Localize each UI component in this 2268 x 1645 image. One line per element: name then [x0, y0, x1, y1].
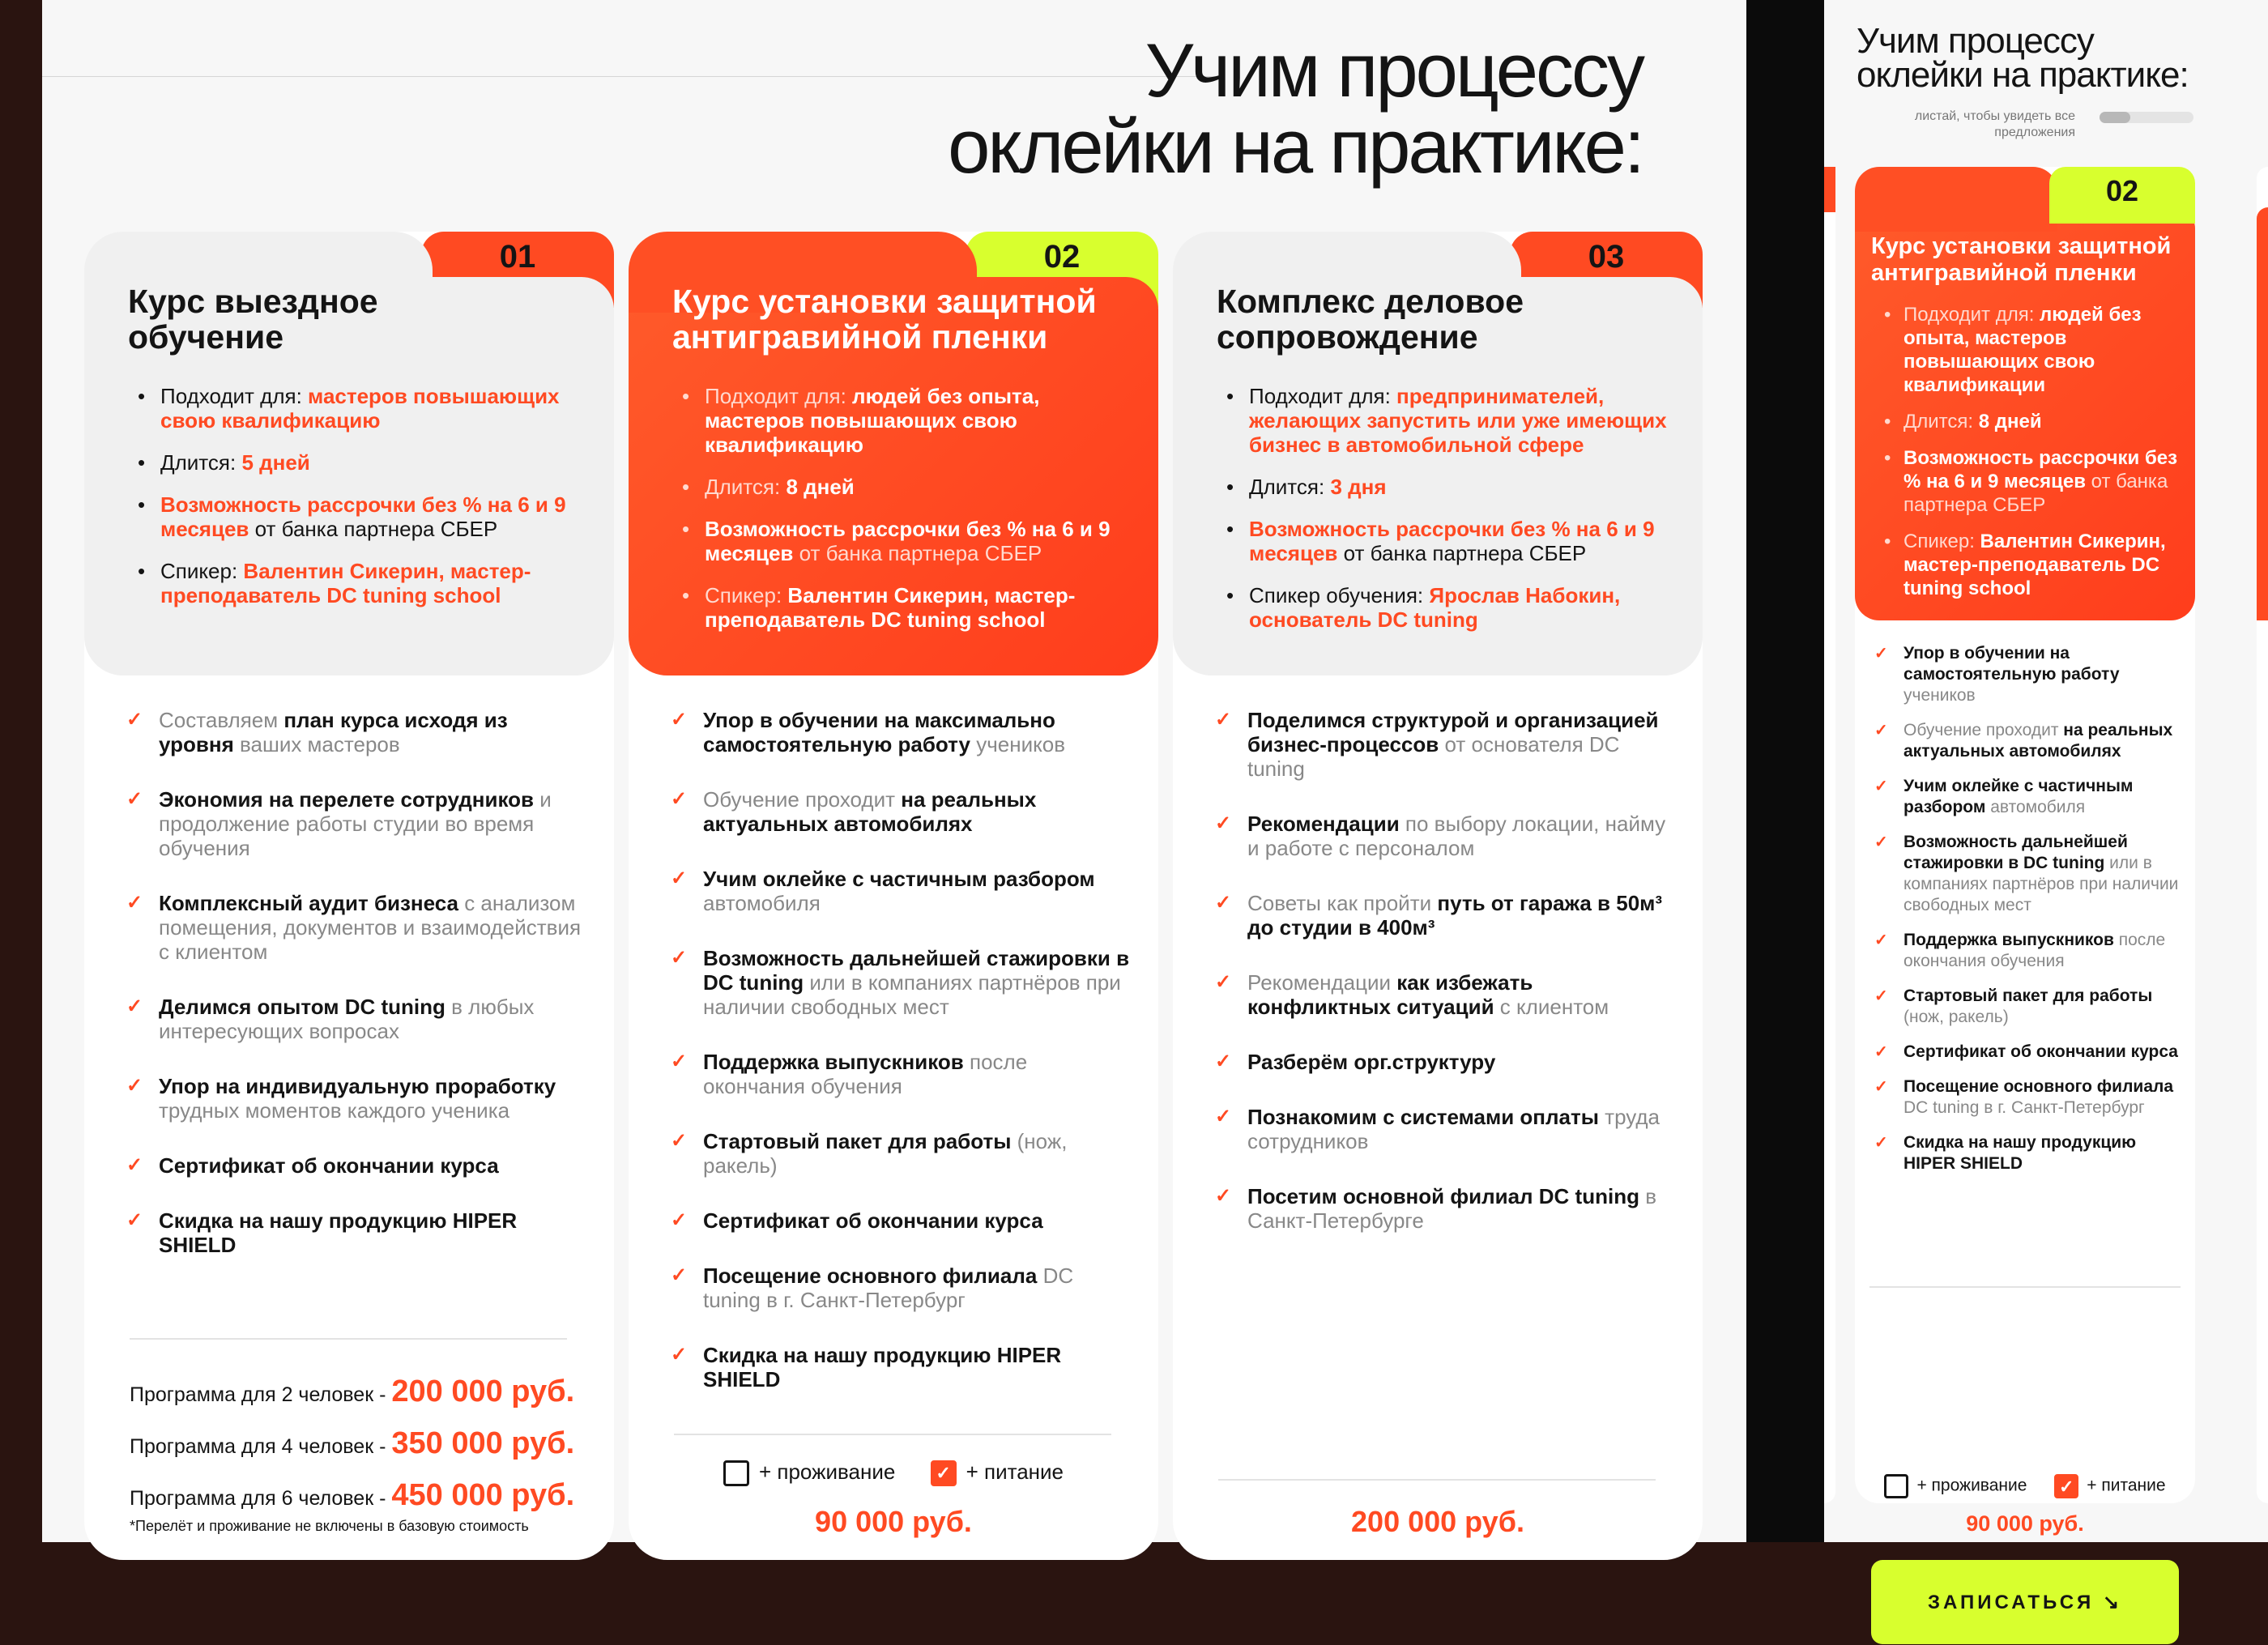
checkbox-icon[interactable] — [1884, 1474, 1908, 1498]
card-number-tab: 02 — [966, 232, 1158, 308]
check-icon: ✓ — [1874, 931, 1888, 949]
card-meta-list — [1217, 384, 1670, 650]
course-card-03 — [1173, 232, 1703, 1560]
meta-item: • Спикер обучения: Ярослав Набокин, основатель DC tuning — [1217, 583, 1670, 632]
check-icon: ✓ — [1874, 645, 1888, 663]
mobile-course-card — [1855, 167, 2195, 1613]
check-icon: ✓ — [671, 709, 688, 731]
options-row — [1855, 1474, 2195, 1498]
meta-item: • Подходит для: мастеров повышающих свою квалификацию — [128, 384, 582, 433]
price-row: Программа для 6 человек - 450 000 руб. — [130, 1478, 575, 1512]
feature-item: ✓ Познакомим с системами оплаты труда сотрудников — [1215, 1105, 1660, 1153]
check-icon: ✓ — [1874, 987, 1888, 1005]
feature-item: ✓ Стартовый пакет для работы (нож, ракель) — [1874, 987, 2153, 1026]
feature-item: ✓ Составляем план курса исходя из уровня ваших мастеров — [126, 708, 508, 756]
options-row — [629, 1460, 1158, 1486]
check-icon: ✓ — [671, 1050, 688, 1072]
price-row: Программа для 2 человек - 200 000 руб. — [130, 1374, 575, 1408]
checkbox-checked-icon[interactable]: ✓ — [2054, 1474, 2078, 1498]
feature-item: ✓ Обучение проходит на реальных актуальных автомобилях — [1874, 721, 2173, 761]
meta-item: • Длится: 8 дней — [1873, 410, 2189, 433]
feature-list — [126, 708, 588, 1288]
feature-item: ✓ Упор на индивидуальную проработку трудных моментов каждого ученика — [126, 1074, 556, 1123]
meta-item: • Длится: 5 дней — [128, 450, 582, 475]
check-icon: ✓ — [1874, 778, 1888, 795]
check-icon: ✓ — [126, 788, 143, 810]
check-icon: ✓ — [126, 995, 143, 1017]
card-meta-list — [128, 384, 582, 625]
checkbox-checked-icon[interactable]: ✓ — [931, 1460, 957, 1486]
price-row: Программа для 4 человек - 350 000 руб. — [130, 1426, 575, 1460]
check-icon: ✓ — [671, 1264, 688, 1286]
check-icon: ✓ — [1215, 1106, 1232, 1127]
feature-item: ✓ Поделимся структурой и организацией бизнес-процессов от основателя DC tuning — [1215, 708, 1659, 781]
feature-item: ✓ Рекомендации как избежать конфликтных ситуаций с клиентом — [1215, 970, 1609, 1019]
feature-item: ✓ Разберём орг.структуру — [1215, 1050, 1496, 1074]
check-icon: ✓ — [1874, 1134, 1888, 1152]
check-icon: ✓ — [126, 1075, 143, 1097]
desktop-layout — [42, 0, 1746, 1542]
check-icon: ✓ — [126, 709, 143, 731]
meta-item: • Возможность рассрочки без % на 6 и 9 месяцев от банка партнера СБЕР — [1217, 517, 1670, 565]
meta-item: • Возможность рассрочки без % на 6 и 9 месяцев от банка партнера СБЕР — [672, 517, 1126, 565]
feature-item: ✓ Возможность дальнейшей стажировки в DC tuning или в компаниях партнёров при наличии свободных мест — [671, 946, 1130, 1019]
check-icon: ✓ — [1874, 833, 1888, 851]
card-title: Курс установки защитной антигравийной пленки — [672, 283, 1097, 356]
check-icon: ✓ — [1215, 1050, 1232, 1072]
divider — [1218, 1479, 1656, 1481]
check-icon: ✓ — [126, 1154, 143, 1176]
course-price: 90 000 руб. — [1966, 1511, 2084, 1536]
meta-item: • Подходит для: людей без опыта, мастеров повышающих свою квалификации — [1873, 303, 2189, 397]
feature-item: ✓ Упор в обучении на максимально самостоятельную работу учеников — [671, 708, 1066, 756]
feature-list — [1215, 708, 1677, 1264]
check-icon: ✓ — [671, 788, 688, 810]
feature-item: ✓ Обучение проходит на реальных актуальных автомобилях — [671, 787, 1037, 836]
check-icon: ✓ — [671, 1344, 688, 1366]
divider — [130, 1338, 567, 1340]
mobile-layout — [1824, 0, 2268, 1613]
meta-item: • Возможность рассрочки без % на 6 и 9 месяцев от банка партнера СБЕР — [128, 492, 582, 541]
meta-item: • Длится: 3 дня — [1217, 475, 1670, 499]
page-title: Учим процессу оклейки на практике: — [948, 28, 1643, 189]
card-meta-list — [672, 384, 1126, 650]
feature-item: ✓ Делимся опытом DC tuning в любых интересующих вопросах — [126, 995, 535, 1043]
mobile-page-title: Учим процессу оклейки на практике: — [1857, 21, 2189, 95]
card-title: Курс установки защитной антигравийной пленки — [1871, 233, 2172, 286]
feature-item: ✓ Советы как пройти путь от гаража в 50м³ до студии в 400м³ — [1215, 891, 1663, 940]
check-icon: ✓ — [671, 1209, 688, 1231]
check-icon: ✓ — [126, 892, 143, 914]
feature-item: ✓ Скидка на нашу продукцию HIPER SHIELD — [126, 1208, 518, 1257]
course-card-02 — [629, 232, 1158, 1560]
meta-item: • Спикер: Валентин Сикерин, мастер-преподаватель DC tuning school — [672, 583, 1126, 632]
check-icon: ✓ — [1874, 1043, 1888, 1061]
course-card-01 — [84, 232, 614, 1560]
divider — [1869, 1286, 2181, 1288]
price-footnote: *Перелёт и проживание не включены в базовую стоимость — [130, 1518, 529, 1534]
food-option[interactable]: ✓ + питание — [2054, 1474, 2165, 1498]
card-header — [84, 277, 614, 675]
feature-item: ✓ Посетим основной филиал DC tuning в Санкт-Петербурге — [1215, 1184, 1657, 1233]
feature-item: ✓ Сертификат об окончании курса — [126, 1153, 499, 1178]
check-icon: ✓ — [126, 1209, 143, 1231]
divider — [674, 1434, 1111, 1435]
signup-button[interactable]: ЗАПИСАТЬСЯ ↘ — [1871, 1560, 2179, 1644]
scroll-indicator-thumb[interactable] — [2100, 112, 2130, 123]
next-card-peek[interactable] — [2257, 167, 2268, 1503]
feature-item: ✓ Комплексный аудит бизнеса с анализом помещения, документов и взаимодействия с клиентом — [126, 891, 582, 964]
feature-item: ✓ Упор в обучении на самостоятельную работу учеников — [1874, 644, 2120, 705]
feature-item: ✓ Поддержка выпускников после окончания обучения — [671, 1050, 1028, 1098]
card-header — [1173, 277, 1703, 675]
feature-item: ✓ Сертификат об окончании курса — [1874, 1042, 2178, 1061]
feature-item: ✓ Посещение основного филиала DC tuning в г. Санкт-Петербург — [1874, 1077, 2174, 1117]
card-title: Курс выездное обучение — [128, 283, 378, 356]
card-header — [629, 277, 1158, 675]
card-title: Комплекс деловое сопровождение — [1217, 283, 1524, 356]
check-icon: ✓ — [1215, 1185, 1232, 1207]
check-icon: ✓ — [1215, 892, 1232, 914]
meta-item: • Длится: 8 дней — [672, 475, 1126, 499]
lodging-option[interactable]: + проживание — [723, 1460, 895, 1486]
meta-item: • Возможность рассрочки без % на 6 и 9 месяцев от банка партнера СБЕР — [1873, 446, 2189, 517]
card-number-tab: 01 — [421, 232, 614, 308]
scroll-indicator[interactable] — [2100, 112, 2193, 123]
feature-item: ✓ Учим оклейке с частичным разбором автомобиля — [671, 867, 1095, 915]
check-icon: ✓ — [1874, 1078, 1888, 1096]
card-meta-list — [1873, 303, 2189, 613]
prev-card-peek[interactable] — [1824, 167, 1835, 1503]
feature-item: ✓ Возможность дальнейшей стажировки в DC tuning или в компаниях партнёров при наличии свободных мест — [1874, 833, 2179, 914]
food-option[interactable]: ✓ + питание — [931, 1460, 1064, 1486]
feature-item: ✓ Сертификат об окончании курса — [671, 1208, 1043, 1233]
check-icon: ✓ — [1215, 971, 1232, 993]
check-icon: ✓ — [1215, 709, 1232, 731]
feature-item: ✓ Рекомендации по выбору локации, найму и работе с персоналом — [1215, 812, 1666, 860]
meta-item: • Подходит для: людей без опыта, мастеров повышающих свою квалификацию — [672, 384, 1126, 457]
feature-item: ✓ Скидка на нашу продукцию HIPER SHIELD — [1874, 1133, 2137, 1173]
feature-list — [671, 708, 1132, 1422]
meta-item: • Спикер: Валентин Сикерин, мастер-преподаватель DC tuning school — [1873, 530, 2189, 600]
card-header — [1855, 207, 2195, 620]
course-price: 200 000 руб. — [1351, 1505, 1524, 1538]
scroll-hint: листай, чтобы увидеть все предложения — [1914, 109, 2075, 139]
check-icon: ✓ — [671, 867, 688, 889]
check-icon: ✓ — [671, 947, 688, 969]
check-icon: ✓ — [671, 1130, 688, 1152]
feature-item: ✓ Посещение основного филиала DC tuning в г. Санкт-Петербург — [671, 1264, 1074, 1312]
meta-item: • Подходит для: предпринимателей, желающих запустить или уже имеющих бизнес в автомобильной сфере — [1217, 384, 1670, 457]
course-price: 90 000 руб. — [815, 1505, 972, 1538]
frame-gap — [1746, 0, 1824, 1542]
feature-item: ✓ Стартовый пакет для работы (нож, ракель) — [671, 1129, 1068, 1178]
feature-item: ✓ Экономия на перелете сотрудников и продолжение работы студии во время обучения — [126, 787, 552, 860]
feature-item: ✓ Учим оклейке с частичным разбором автомобиля — [1874, 777, 2134, 816]
card-number-tab: 03 — [1510, 232, 1703, 308]
check-icon: ✓ — [1215, 812, 1232, 834]
card-number-tab: 02 — [2049, 167, 2195, 224]
check-icon: ✓ — [1874, 722, 1888, 739]
feature-item: ✓ Скидка на нашу продукцию HIPER SHIELD — [671, 1343, 1062, 1391]
meta-item: • Спикер: Валентин Сикерин, мастер-преподаватель DC tuning school — [128, 559, 582, 607]
lodging-option[interactable]: + проживание — [1884, 1474, 2027, 1498]
price-list — [130, 1366, 599, 1521]
feature-item: ✓ Поддержка выпускников после окончания обучения — [1874, 931, 2166, 970]
checkbox-icon[interactable] — [723, 1460, 749, 1486]
feature-list — [1869, 643, 2187, 1188]
